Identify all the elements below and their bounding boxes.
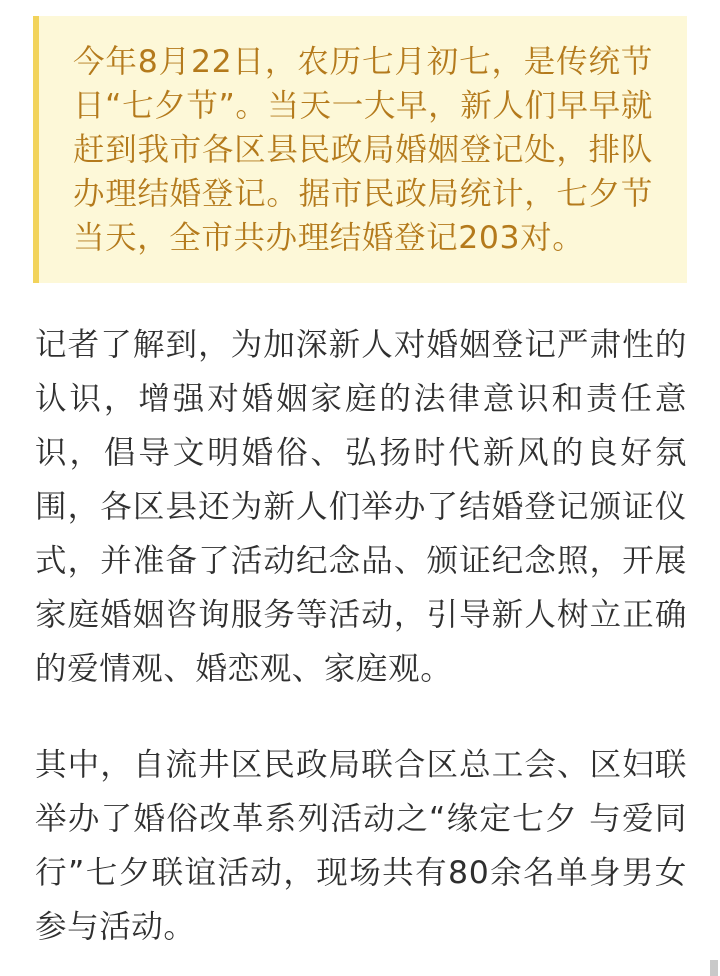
body-paragraph-2: 其中，自流井区民政局联合区总工会、区妇联举办了婚俗改革系列活动之“缘定七夕 与爱同行”七夕联谊活动，现场共有80余名单身男女参与活动。 bbox=[35, 747, 687, 945]
lead-paragraph: 今年8月22日，农历七月初七，是传统节日“七夕节”。当天一大早，新人们早早就赶到我市各区县民政局婚姻登记处，排队办理结婚登记。据市民政局统计，七夕节当天，全市共办理结婚登记203对。 bbox=[73, 44, 653, 256]
scrollbar-thumb[interactable] bbox=[710, 960, 718, 976]
lead-quote-box bbox=[33, 16, 687, 283]
body-paragraph-1: 记者了解到，为加深新人对婚姻登记严肃性的认识，增强对婚姻家庭的法律意识和责任意识，倡导文明婚俗、弘扬时代新风的良好氛围，各区县还为新人们举办了结婚登记颁证仪式，并准备了活动纪念品、颁证纪念照，开展家庭婚姻咨询服务等活动，引导新人树立正确的爱情观、婚恋观、家庭观。 bbox=[35, 327, 687, 687]
